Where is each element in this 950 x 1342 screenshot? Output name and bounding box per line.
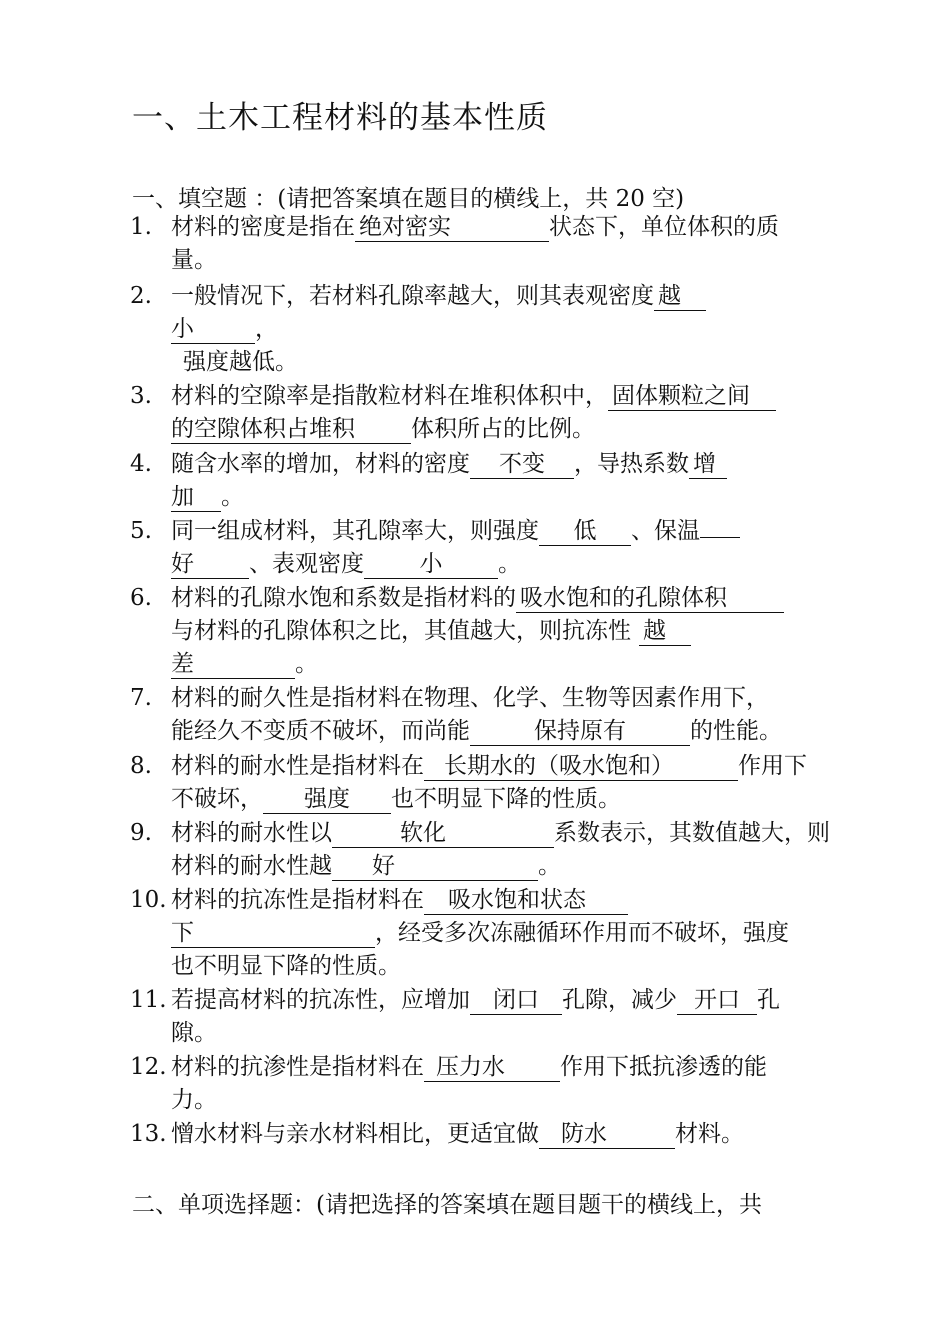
question-number: 1. [130, 214, 152, 240]
question-line: 随含水率的增加，材料的密度 不变 ，导热系数 增 [171, 449, 727, 479]
answer-blank: 的空隙体积占堆积 [171, 416, 411, 444]
answer-blank: 越 [654, 283, 706, 311]
answer-blank: 不变 [470, 451, 574, 479]
answer-blank: 长期水的（吸水饱和） [424, 753, 738, 781]
question-number: 11. [130, 987, 167, 1013]
answer-blank: 低 [539, 518, 631, 546]
answer-blank: 增 [689, 451, 727, 479]
question-number: 9. [130, 820, 152, 846]
question-number: 5. [130, 518, 152, 544]
chapter-title: 一、土木工程材料的基本性质 [132, 100, 548, 136]
question-line: 材料的孔隙水饱和系数是指材料的 吸水饱和的孔隙体积 [171, 583, 784, 613]
answer-blank: 小 [171, 316, 255, 344]
question-number: 2. [130, 283, 152, 309]
answer-blank: 保持原有 [470, 718, 690, 746]
section-fill-in-heading: 一、填空题 ：(请把答案填在题目的横线上，共 20 空) [132, 186, 685, 212]
answer-blank: 软化 [332, 820, 554, 848]
answer-blank: 下 [171, 920, 375, 948]
answer-blank: 吸水饱和状态 [424, 887, 628, 915]
question-line: 强度越低。 [183, 349, 298, 375]
question-number: 3. [130, 383, 152, 409]
answer-blank: 越 [639, 618, 691, 646]
question-number: 6. [130, 585, 152, 611]
question-number: 13. [130, 1121, 167, 1147]
answer-blank: 强度 [263, 786, 391, 814]
question-line: 隙。 [171, 1020, 217, 1046]
answer-blank: 固体颗粒之间 [608, 383, 776, 411]
question-line: 力。 [171, 1087, 217, 1113]
question-line: 不破坏， 强度 也不明显下降的性质。 [171, 786, 621, 812]
question-line: 好 、表观密度 小 。 [171, 551, 521, 577]
question-line: 材料的耐水性以 软化 系数表示，其数值越大，则 [171, 820, 830, 846]
question-line: 的空隙体积占堆积 体积所占的比例。 [171, 416, 595, 442]
question-line: 同一组成材料，其孔隙率大，则强度 低 、保温 [171, 516, 740, 546]
question-line: 材料的耐水性越 好 。 [171, 853, 561, 879]
question-line: 小 ， [171, 316, 278, 342]
question-number: 10. [130, 887, 167, 913]
question-line: 若提高材料的抗冻性，应增加 闭口 孔隙，减少 开口 孔 [171, 987, 780, 1013]
question-line: 差 。 [171, 651, 318, 677]
question-line: 能经久不变质不破坏，而尚能 保持原有 的性能。 [171, 718, 782, 744]
question-number: 12. [130, 1054, 167, 1080]
answer-blank: 小 [364, 551, 498, 579]
question-line: 一般情况下，若材料孔隙率越大，则其表观密度 越 [171, 281, 706, 311]
answer-blank: 闭口 [470, 987, 562, 1015]
answer-blank: 压力水 [424, 1054, 560, 1082]
question-line: 量。 [171, 247, 217, 273]
answer-blank: 防水 [539, 1121, 675, 1149]
answer-blank: 开口 [677, 987, 757, 1015]
answer-blank [700, 537, 740, 538]
answer-blank: 好 [171, 551, 249, 579]
question-line: 材料的耐水性是指材料在 长期水的（吸水饱和） 作用下 [171, 753, 807, 779]
question-line: 材料的抗冻性是指材料在 吸水饱和状态 [171, 885, 628, 915]
answer-blank: 好 [332, 853, 538, 881]
question-number: 8. [130, 753, 152, 779]
question-number: 7. [130, 685, 152, 711]
answer-blank: 差 [171, 651, 295, 679]
question-line: 与材料的孔隙体积之比，其值越大，则抗冻性 越 [171, 616, 691, 646]
question-line: 也不明显下降的性质。 [171, 953, 401, 979]
question-line: 下 ，经受多次冻融循环作用而不破坏，强度 [171, 920, 789, 946]
section-single-choice-heading: 二、单项选择题：(请把选择的答案填在题目题干的横线上，共 [132, 1192, 762, 1218]
question-line: 材料的抗渗性是指材料在 压力水 作用下抵抗渗透的能 [171, 1054, 767, 1080]
answer-blank: 加 [171, 484, 221, 512]
answer-blank: 吸水饱和的孔隙体积 [516, 585, 784, 613]
question-line: 加 。 [171, 484, 244, 510]
question-line: 憎水材料与亲水材料相比，更适宜做 防水 材料。 [171, 1121, 744, 1147]
answer-blank: 绝对密实 [355, 214, 549, 242]
question-line: 材料的耐久性是指材料在物理、化学、生物等因素作用下， [171, 685, 769, 711]
question-line: 材料的空隙率是指散粒材料在堆积体积中， 固体颗粒之间 [171, 381, 776, 411]
question-number: 4. [130, 451, 152, 477]
question-line: 材料的密度是指在 绝对密实 状态下，单位体积的质 [171, 214, 779, 240]
